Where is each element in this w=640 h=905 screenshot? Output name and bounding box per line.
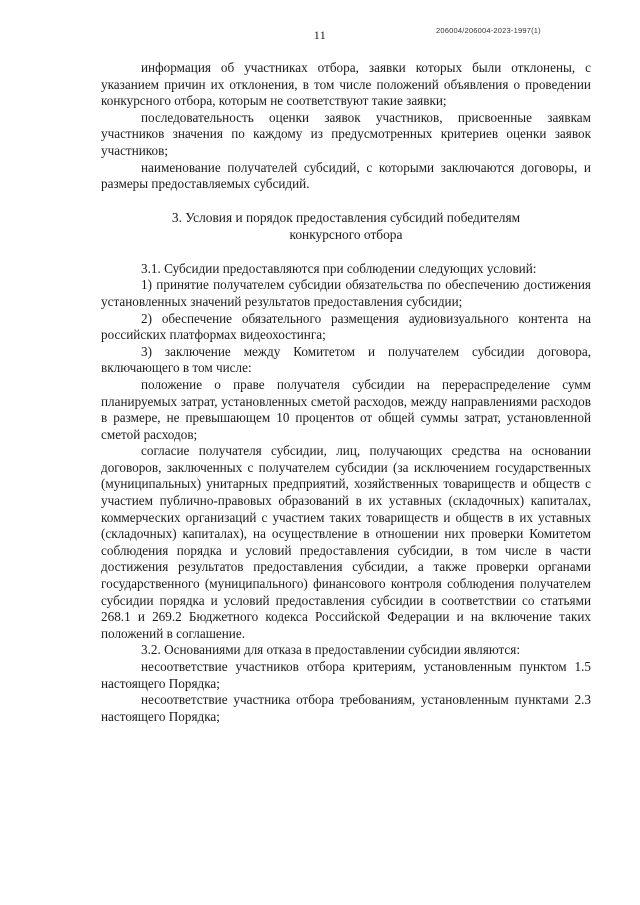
page-number: 11 [313,28,327,42]
paragraph-redistribution: положение о праве получателя субсидии на перераспределение сумм планируемых затрат, установленных сметой расходов, между направлениями расходов в размере, не превышающем 10 процентов от общей суммы затрат, установленной сметой расходов; [101,376,591,442]
paragraph-condition-1: 1) принятие получателем субсидии обязательства по обеспечению достижения установленных значений результатов предоставления субсидии; [101,277,591,309]
section-heading-line-2: конкурсного отбора [289,226,403,242]
paragraph-consent: согласие получателя субсидии, лиц, получающих средства на основании договоров, заключенных с получателем субсидии (за исключением государственных (муниципальных) унитарных предприятий, хозяйственных товариществ и обществ с участием публично-правовых образований в их уставных (складочных) капиталах, коммерческих организаций с участием таких товариществ и обществ в их уставных (складочных) капиталах), на осуществление в отношении них проверки Комитетом соблюдения порядка и условий предоставления субсидии, в том числе в части достижения результатов предоставления субсидии, а также проверки органами государственного (муниципального) финансового контроля соблюдения получателем субсидии порядка и условий предоставления субсидии в соответствии со статьями 268.1 и 269.2 Бюджетного кодекса Российской Федерации и на включение таких положений в соглашение. [101,443,591,641]
paragraph-refusal-criteria: несоответствие участников отбора критериям, установленным пунктом 1.5 настоящего Порядка; [101,659,591,691]
section-heading [101,209,591,243]
paragraph-rejected-participants: информация об участниках отбора, заявки которых были отклонены, с указанием причин их отклонения, в том числе положений объявления о проведении конкурсного отбора, которым не соответствуют такие заявки; [101,60,591,109]
paragraph-3-1: 3.1. Субсидии предоставляются при соблюдении следующих условий: [141,260,537,276]
paragraph-condition-2: 2) обеспечение обязательного размещения аудиовизуального контента на российских платформах видеохостинга; [101,310,591,343]
section-heading-line-1: 3. Условия и порядок предоставления субсидий победителям [171,209,521,225]
document-body [101,60,591,725]
paragraph-recipients: наименование получателей субсидий, с которыми заключаются договоры, и размеры предоставляемых субсидий. [101,159,591,192]
paragraph-evaluation-sequence: последовательность оценки заявок участников, присвоенные заявкам участников значения по каждому из предусмотренных критериев оценки заявок участников; [101,109,591,158]
paragraph-condition-3: 3) заключение между Комитетом и получателем субсидии договора, включающего в том числе: [101,343,591,376]
document-id: 206004/206004-2023-1997(1) [436,26,541,35]
paragraph-3-2: 3.2. Основаниями для отказа в предоставлении субсидии являются: [141,642,521,658]
paragraph-refusal-requirements: несоответствие участника отбора требованиям, установленным пунктами 2.3 настоящего Порядка; [101,692,591,724]
